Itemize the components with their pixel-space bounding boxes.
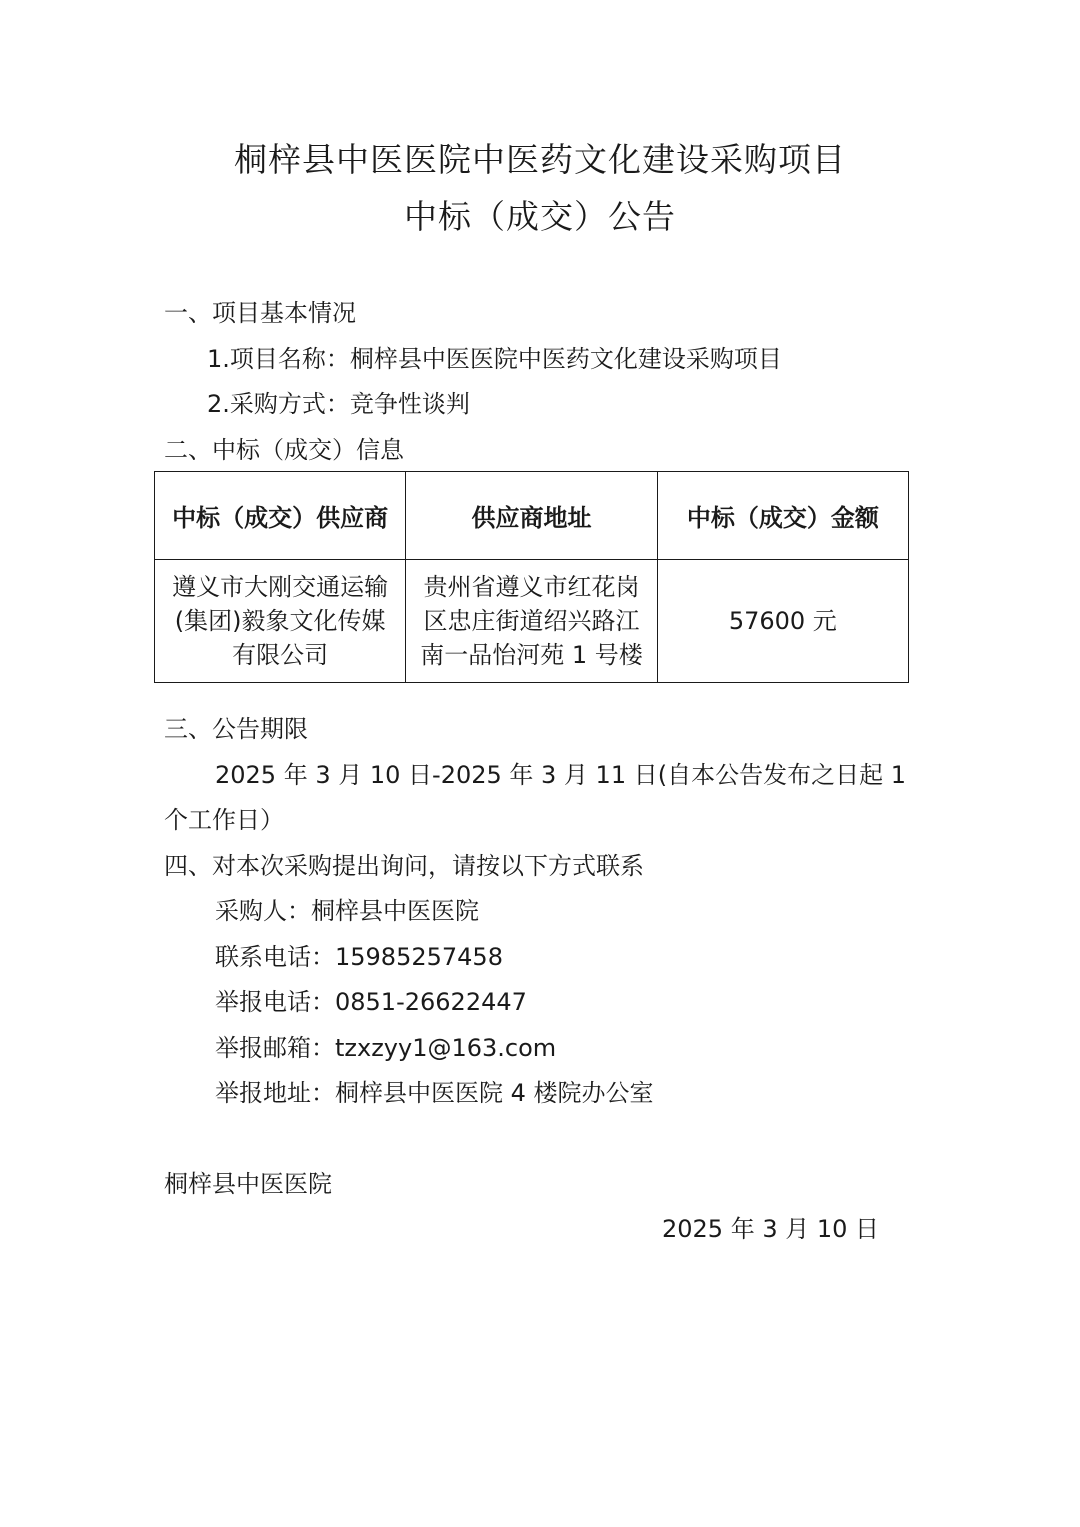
header-address: 供应商地址 [406, 472, 657, 560]
notice-period-line1: 2025 年 3 月 10 日-2025 年 3 月 11 日(自本公告发布之日起 1 [215, 761, 906, 789]
header-supplier: 中标（成交）供应商 [155, 472, 406, 560]
contact-purchaser: 采购人：桐梓县中医医院 [215, 897, 479, 925]
report-address: 举报地址：桐梓县中医医院 4 楼院办公室 [215, 1079, 654, 1107]
cell-supplier: 遵义市大刚交通运输(集团)毅象文化传媒有限公司 [155, 560, 406, 683]
table-row [155, 560, 909, 683]
procurement-method: 2.采购方式：竞争性谈判 [207, 390, 470, 418]
report-email: 举报邮箱：tzxzyy1@163.com [215, 1034, 557, 1062]
award-table [154, 471, 909, 683]
section1-heading: 一、项目基本情况 [164, 299, 356, 327]
cell-address: 贵州省遵义市红花岗区忠庄街道绍兴路江南一品怡河苑 1 号楼 [406, 560, 657, 683]
section2-heading: 二、中标（成交）信息 [164, 436, 404, 464]
contact-phone: 联系电话：15985257458 [215, 943, 503, 971]
cell-amount: 57600 元 [657, 560, 908, 683]
header-amount: 中标（成交）金额 [657, 472, 908, 560]
signature-date: 2025 年 3 月 10 日 [662, 1215, 880, 1243]
notice-period-line2: 个工作日） [164, 806, 284, 834]
notice-title-line1: 桐梓县中医医院中医药文化建设采购项目 [234, 140, 846, 179]
table-header-row [155, 472, 909, 560]
notice-title-line2: 中标（成交）公告 [404, 197, 676, 236]
section4-heading: 四、对本次采购提出询问，请按以下方式联系 [164, 852, 644, 880]
section3-heading: 三、公告期限 [164, 715, 308, 743]
signature-org: 桐梓县中医医院 [164, 1170, 332, 1198]
project-name: 1.项目名称：桐梓县中医医院中医药文化建设采购项目 [207, 345, 782, 373]
report-phone: 举报电话：0851-26622447 [215, 988, 527, 1016]
